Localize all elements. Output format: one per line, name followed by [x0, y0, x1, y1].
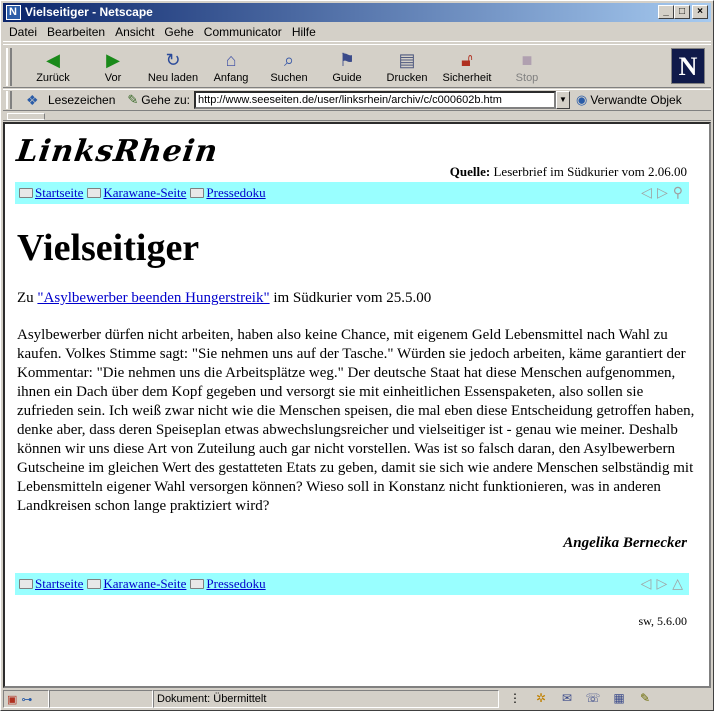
menu-go[interactable]: Gehe: [164, 25, 194, 39]
location-grip[interactable]: [6, 91, 12, 109]
back-arrow-icon: ◀: [46, 50, 60, 70]
prev-arrow-icon[interactable]: ◁: [640, 576, 652, 592]
next-arrow-icon[interactable]: ▷: [656, 576, 668, 592]
search-button[interactable]: ⌕ Suchen: [270, 50, 308, 84]
nav-item-press: [190, 576, 265, 592]
status-bar: [3, 689, 711, 709]
security-button[interactable]: 🔓︎ Sicherheit: [442, 50, 492, 84]
lock-icon: 🔓︎: [461, 50, 473, 70]
window-title: Vielseitiger - Netscape: [25, 5, 153, 19]
page-content: [3, 122, 711, 688]
menu-bar: [3, 23, 711, 42]
lock-icon: ▣: [7, 693, 18, 706]
menu-file[interactable]: Datei: [9, 25, 38, 39]
progress-bar: [49, 690, 153, 708]
nav-item-caravan: [87, 185, 186, 201]
menu-communicator[interactable]: Communicator: [203, 25, 282, 39]
guide-button[interactable]: ⚑ Guide: [332, 50, 362, 84]
top-navbar: [15, 182, 689, 204]
goto-group: [127, 91, 570, 109]
component-bar: [505, 691, 655, 707]
intro-prefix: Zu: [17, 290, 34, 306]
print-button[interactable]: ▤ Drucken: [386, 50, 428, 84]
menu-edit[interactable]: Bearbeiten: [47, 25, 106, 39]
minimize-button[interactable]: _: [658, 5, 674, 19]
menu-help[interactable]: Hilfe: [291, 25, 316, 39]
prev-arrow-icon[interactable]: ◁: [641, 185, 652, 201]
search-icon: ⌕: [283, 50, 295, 70]
stop-icon: ■: [521, 50, 533, 70]
nav-item-press: [190, 185, 265, 201]
toolbar-grip[interactable]: [6, 48, 12, 86]
menu-view[interactable]: Ansicht: [115, 25, 155, 39]
location-toolbar: [3, 89, 711, 111]
netscape-app-icon: [6, 5, 21, 20]
toolbar-expand-tab[interactable]: [7, 113, 45, 120]
folder-icon: [87, 188, 101, 198]
search-icon[interactable]: ⚲: [672, 185, 683, 201]
bottom-navbar: [15, 573, 689, 595]
reload-icon: ↻: [165, 50, 181, 70]
forward-button[interactable]: ▶ Vor: [83, 47, 143, 87]
collapsed-toolbar-strip: [3, 112, 711, 121]
nav-link-home[interactable]: Startseite: [35, 576, 84, 591]
mail-icon[interactable]: ✉: [561, 691, 573, 705]
nav-item-home: [19, 576, 83, 592]
security-status[interactable]: [3, 690, 49, 708]
navigator-icon[interactable]: ✲: [535, 691, 547, 705]
nav-link-caravan[interactable]: Karawane-Seite: [103, 185, 187, 200]
printer-icon: ▤: [398, 50, 416, 70]
nav-link-press[interactable]: Pressedoku: [206, 185, 266, 200]
folder-icon: [87, 579, 101, 589]
folder-icon: [190, 579, 204, 589]
nav-item-home: [19, 185, 83, 201]
navigation-toolbar: [3, 44, 711, 88]
nav-item-caravan: [87, 576, 186, 592]
source-line: [450, 164, 687, 180]
grip-icon[interactable]: ⋮: [509, 691, 521, 705]
related-icon: ◉: [576, 92, 588, 107]
bookmarks-icon: ❖: [26, 92, 39, 108]
bookmarks-button[interactable]: ❖ Lesezeichen: [26, 92, 116, 108]
page-title: Vielseitiger: [17, 227, 200, 269]
source-label: Quelle:: [449, 164, 491, 179]
intro-suffix: im Südkurier vom 25.5.00: [273, 290, 432, 306]
goto-icon: ✎: [127, 92, 139, 107]
linksrhein-logo: LinksRhein: [14, 134, 221, 169]
source-text: Leserbrief im Südkurier vom 2.06.00: [493, 164, 687, 179]
up-arrow-icon[interactable]: △: [672, 576, 683, 592]
nav-icons: [641, 185, 683, 202]
stop-button[interactable]: ■ Stop: [515, 50, 539, 84]
url-input[interactable]: http://www.seeseiten.de/user/linksrhein/archiv/c/c000602b.htm: [194, 91, 556, 109]
reload-button[interactable]: ↻ Neu laden: [147, 50, 199, 84]
url-dropdown-button[interactable]: ▼: [556, 91, 570, 109]
title-bar: [3, 3, 711, 22]
home-icon: ⌂: [225, 50, 237, 70]
maximize-button[interactable]: □: [674, 5, 690, 19]
folder-icon: [19, 579, 33, 589]
nav-link-home[interactable]: Startseite: [35, 185, 84, 200]
next-arrow-icon[interactable]: ▷: [656, 185, 668, 201]
forward-arrow-icon: ▶: [106, 50, 120, 70]
folder-icon: [190, 188, 204, 198]
discussion-icon[interactable]: ☏: [585, 691, 601, 705]
netscape-logo[interactable]: N: [671, 48, 705, 84]
edit-icon[interactable]: ✎: [639, 691, 651, 705]
author-name: Angelika Bernecker: [563, 535, 687, 551]
nav-link-caravan[interactable]: Karawane-Seite: [103, 576, 187, 591]
guide-icon: ⚑: [338, 50, 356, 70]
related-objects-button[interactable]: ◉ Verwandte Objek: [576, 92, 682, 107]
letter-body: Asylbewerber dürfen nicht arbeiten, haben also keine Chance, mit eigenem Geld Lebensmittel nach Wahl zu kaufen. Volkes Stimme sagt: "Sie nehmen uns auf der Tasche." Würden sie jedoch arbeiten, käme garantiert der Kommentar: "Die nehmen uns die Arbeitsplätze weg." Der deutsche Staat hat diese Menschen aufgenommen, ihnen ein Dach über dem Kopf gegeben und versorgt sie mit einheitlichen Essenspaketen, also sollen sie zufrieden sein. Ich weiß zwar nicht wie die Menschen speisen, die mal eben diese Entscheidung getroffen haben, denke aber, dass deren Speiseplan etwas abwechslungsreicher und vielseitiger ist - genau wie meiner. Deshalb können wir uns diese Art von Zuteilung auch gar nicht vorstellen. Was ist so falsch daran, den Asylbewerbern Gutscheine im gleichen Wert des gestatteten Etats zu geben, damit sie sich wie andere Menschen selbständig mit Lebensmitteln eigener Wahl versorgen können? Wieso soll in Konstanz nicht funktionieren, was in anderen Landkreisen schon lange praktiziert wird?: [17, 327, 695, 514]
connection-icon: ⊶: [21, 693, 33, 706]
nav-link-press[interactable]: Pressedoku: [206, 576, 266, 591]
goto-label: Gehe zu:: [141, 93, 190, 107]
intro-line: [17, 290, 431, 307]
home-button[interactable]: ⌂ Anfang: [213, 50, 249, 84]
window-controls: [658, 5, 708, 19]
close-button[interactable]: ×: [692, 5, 708, 19]
status-text: Dokument: Übermittelt: [153, 690, 499, 708]
folder-icon: [19, 188, 33, 198]
composer-icon[interactable]: ▦: [613, 691, 625, 705]
footnote: sw, 5.6.00: [638, 614, 687, 628]
nav-icons: [641, 576, 683, 593]
back-button[interactable]: ◀ Zurück: [36, 50, 70, 84]
intro-article-link[interactable]: "Asylbewerber beenden Hungerstreik": [37, 290, 270, 306]
